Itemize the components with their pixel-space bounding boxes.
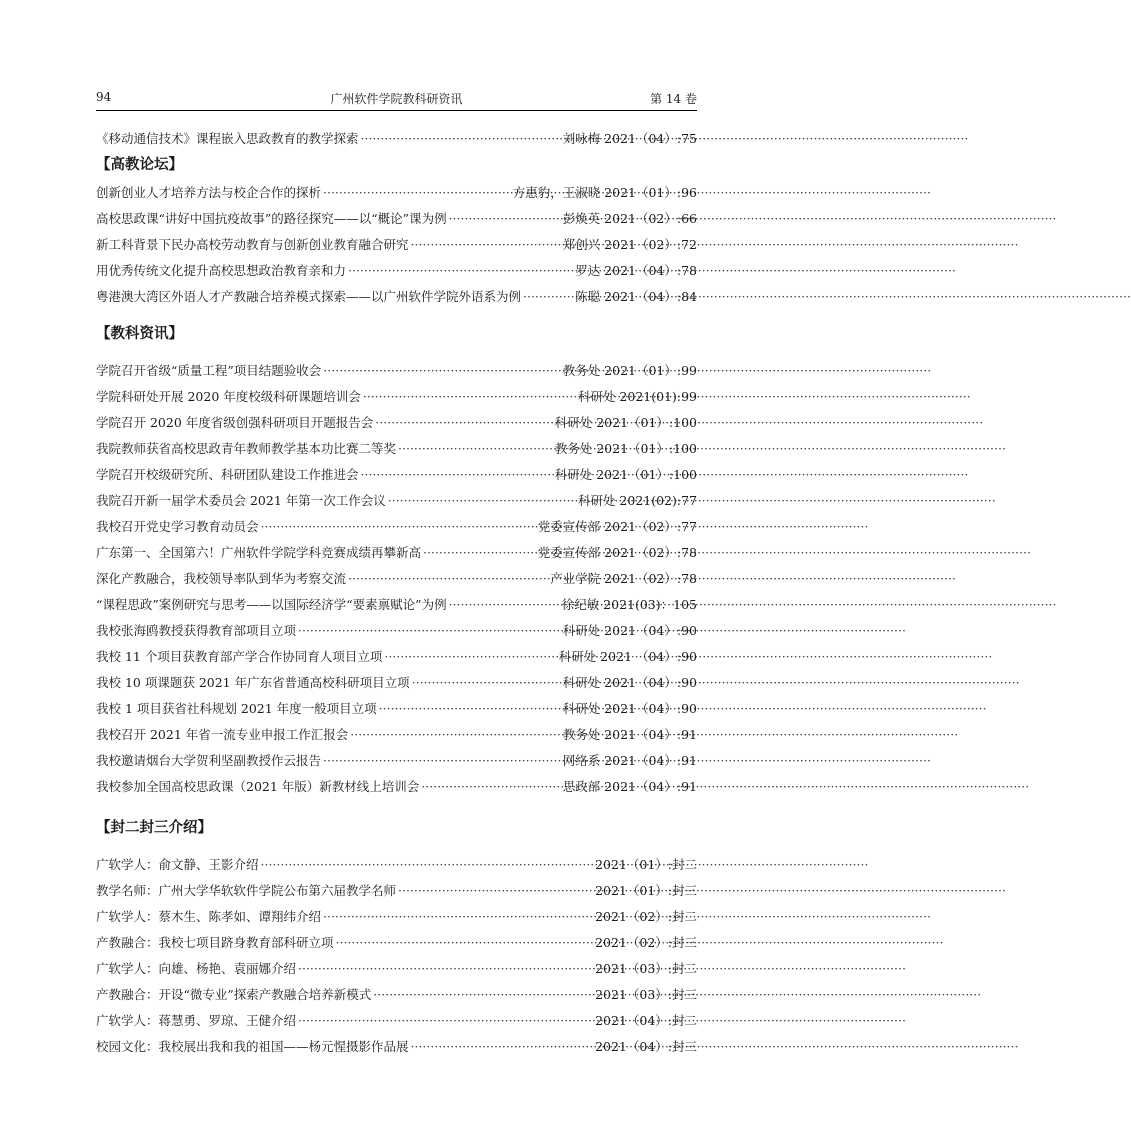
toc-entry [96,180,697,206]
toc-entry [96,670,697,696]
dot-leader [409,1034,596,1060]
entry-title: 产教融合：开设“微专业”探索产教融合培养新模式 [96,987,372,1002]
entry-title: 广东第一、全国第六！广州软件学院学科竞赛成绩再攀新高 [96,545,422,560]
toc-entry [96,232,697,258]
toc-entry [96,696,697,722]
entry-source: 科研处 2021(02):77 [577,493,697,508]
dot-leader [396,878,595,904]
entry-title: 我校邀请烟台大学贺利坚副教授作云报告 [96,753,322,768]
dot-leader [382,644,558,670]
dot-leader [321,748,563,774]
dot-leader [321,180,513,206]
dot-leader [259,852,596,878]
toc-entry [96,748,697,774]
toc-entry [96,852,697,878]
entry-title: 《移动通信技术》课程嵌入思政教育的教学探索 [96,131,359,146]
toc-entry [96,1034,697,1060]
toc-entry [96,956,697,982]
entry-source: 科研处 2021（04）:90 [562,701,697,716]
dot-leader [296,1008,595,1034]
entry-title: 我校参加全国高校思政课（2021 年版）新教材线上培训会 [96,779,420,794]
section-heading: 【高教论坛】 [96,157,183,173]
entry-title: 广软学人：蒋慧勇、罗琼、王健介绍 [96,1013,297,1028]
dot-leader [321,358,562,384]
entry-source: 科研处 2021（04）:90 [562,623,697,638]
spacer [96,844,697,852]
dot-leader [409,232,563,258]
entry-source: 彭焕英 2021（02）:66 [562,211,697,226]
toc-entry [96,284,697,310]
toc-entry [96,722,697,748]
entry-title: 我校 11 个项目获教育部产学合作协同育人项目立项 [96,649,383,664]
dot-leader [419,774,562,800]
page-header [96,86,697,108]
dot-leader [377,696,563,722]
toc-entry [96,488,697,514]
dot-leader [296,618,563,644]
entry-title: 教学名师：广州大学华软软件学院公布第六届教学名师 [96,883,397,898]
section-heading: 【教科资讯】 [96,326,183,342]
dot-leader [361,384,578,410]
toc-entry [96,878,697,904]
entry-title: 广软学人：俞文静、王影介绍 [96,857,259,872]
dot-leader [359,126,563,152]
entry-source: 刘咏梅 2021（04）:75 [562,131,697,146]
entry-source: 党委宣传部 2021（02）:78 [537,545,697,560]
entry-title: 学院召开 2020 年度省级创强科研项目开题报告会 [96,415,374,430]
dot-leader [421,540,538,566]
entry-title: “课程思政”案例研究与思考——以国际经济学“要素禀赋论”为例 [96,597,447,612]
entry-title: 学院召开省级“质量工程”项目结题验收会 [96,363,322,378]
entry-title: 学院召开校级研究所、科研团队建设工作推进会 [96,467,359,482]
entry-title: 我院召开新一届学术委员会 2021 年第一次工作会议 [96,493,386,508]
dot-leader [410,670,563,696]
dot-leader [334,930,596,956]
entry-source: 教务处 2021（04）:91 [562,727,697,742]
entry-source: 网络系 2021（04）:91 [562,753,697,768]
toc-entry [96,644,697,670]
entry-source: 教务处 2021（01）:99 [562,363,697,378]
spacer [96,310,697,318]
dot-leader [373,410,554,436]
dot-leader [371,982,595,1008]
entry-title: 我校 10 项课题获 2021 年广东省普通高校科研项目立项 [96,675,410,690]
journal-title: 广州软件学院教科研资讯 [330,92,463,106]
dot-leader [521,284,575,310]
toc-entry [96,514,697,540]
entry-title: 产教融合：我校七项目跻身教育部科研立项 [96,935,334,950]
toc-content [96,126,697,1060]
entry-source: 科研处 2021（01）:100 [554,415,697,430]
dot-leader [321,904,595,930]
dot-leader [346,566,550,592]
entry-title: 我校召开 2021 年省一流专业申报工作汇报会 [96,727,349,742]
toc-entry [96,930,697,956]
toc-entry [96,618,697,644]
entry-source: 2021（02）:封二 [595,909,697,924]
entry-title: 广软学人：蔡木生、陈孝如、谭翔纬介绍 [96,909,322,924]
entry-title: 我校张海鸥教授获得教育部项目立项 [96,623,297,638]
entry-source: 产业学院 2021（02）:78 [550,571,697,586]
page-number: 94 [96,90,112,104]
entry-source: 科研处 2021（04）:90 [562,675,697,690]
entry-title: 高校思政课“讲好中国抗疫故事”的路径探究——以“概论”课为例 [96,211,447,226]
dot-leader [447,206,563,232]
entry-title: 学院科研处开展 2020 年度校级科研课题培训会 [96,389,361,404]
entry-source: 郑创兴 2021（02）:72 [562,237,697,252]
entry-source: 罗达 2021（04）:78 [575,263,697,278]
toc-entry [96,774,697,800]
dot-leader [396,436,555,462]
toc-entry [96,358,697,384]
entry-title: 我校 1 项目获省社科规划 2021 年度一般项目立项 [96,701,377,716]
entry-source: 2021（03）:封二 [595,961,697,976]
toc-entry [96,126,697,152]
entry-source: 方惠豹，王淑晓 2021（01）:96 [512,185,697,200]
section-heading: 【封二封三介绍】 [96,820,212,836]
toc-entry [96,410,697,436]
entry-source: 陈聪 2021（04）:84 [575,289,697,304]
dot-leader [259,514,538,540]
entry-title: 创新创业人才培养方法与校企合作的探析 [96,185,322,200]
toc-entry [96,904,697,930]
entry-title: 校园文化：我校展出我和我的祖国——杨元惺摄影作品展 [96,1039,409,1054]
toc-entry [96,206,697,232]
dot-leader [346,258,575,284]
toc-entry [96,1008,697,1034]
entry-title: 我院教师获省高校思政青年教师教学基本功比赛二等奖 [96,441,397,456]
entry-source: 科研处 2021(01):99 [577,389,697,404]
toc-entry [96,566,697,592]
entry-source: 2021（01）:封二 [595,857,697,872]
entry-title: 我校召开党史学习教育动员会 [96,519,259,534]
entry-source: 2021（04）:封二 [595,1013,697,1028]
toc-entry [96,462,697,488]
entry-source: 教务处 2021（01）:100 [554,441,697,456]
entry-title: 广软学人：向雄、杨艳、袁丽娜介绍 [96,961,297,976]
entry-source: 党委宣传部 2021（02）:77 [537,519,697,534]
header-rule [96,110,697,111]
entry-title: 用优秀传统文化提升高校思想政治教育亲和力 [96,263,347,278]
spacer [96,350,697,358]
entry-title: 粤港澳大湾区外语人才产教融合培养模式探索——以广州软件学院外语系为例 [96,289,522,304]
entry-source: 思政部 2021（04）:91 [562,779,697,794]
entry-source: 科研处 2021 （04）:90 [558,649,697,664]
dot-leader [386,488,578,514]
dot-leader [359,462,555,488]
entry-title: 深化产教融合，我校领导率队到华为考察交流 [96,571,347,586]
toc-entry [96,384,697,410]
entry-source: 2021（01）:封三 [595,883,697,898]
dot-leader [296,956,595,982]
entry-source: 科研处 2021（01）:100 [554,467,697,482]
dot-leader [348,722,562,748]
toc-entry [96,258,697,284]
spacer [96,800,697,812]
entry-source: 2021（04）:封三 [595,1039,697,1054]
dot-leader [447,592,562,618]
toc-entry [96,982,697,1008]
toc-entry [96,540,697,566]
entry-source: 徐纪敏 2021(03)：105 [561,597,697,612]
entry-source: 2021（02）:封三 [595,935,697,950]
toc-entry [96,592,697,618]
volume-label: 第 14 卷 [650,92,697,106]
entry-title: 新工科背景下民办高校劳动教育与创新创业教育融合研究 [96,237,409,252]
toc-entry [96,436,697,462]
entry-source: 2021（03）:封三 [595,987,697,1002]
